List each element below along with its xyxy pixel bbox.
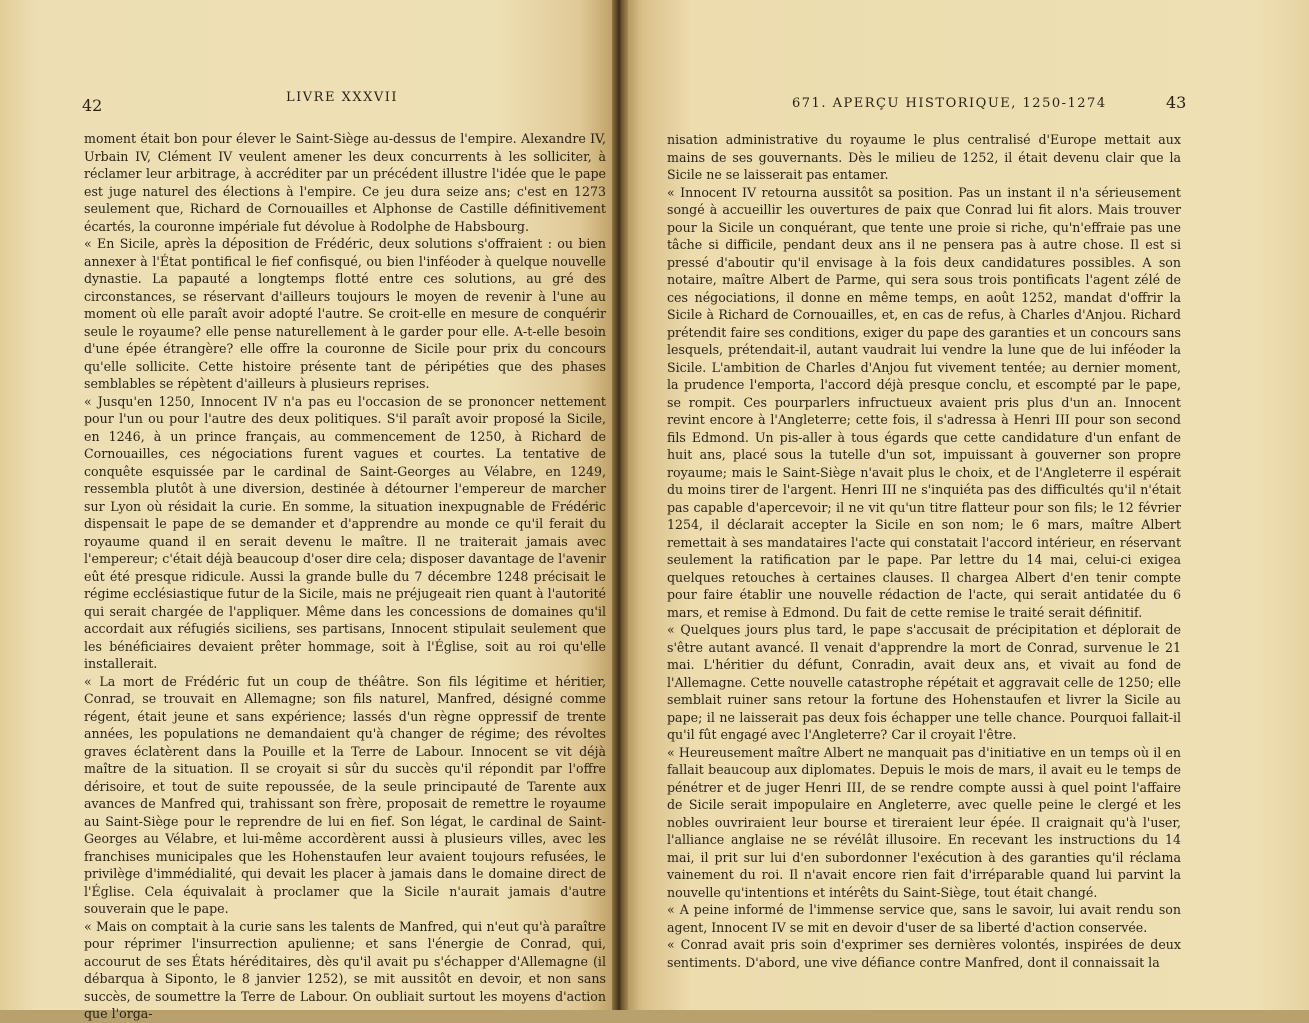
- paragraph: « La mort de Frédéric fut un coup de théâtre. Son fils légitime et héritier, Conrad, se trouvait en Allemagne; son fils naturel, Manfred, désigné comme régent, était jeune et sans expérience; lassés d'un règne oppressif de trente années, les populations ne demandaient qu'à changer de régime; des révoltes graves éclatèrent dans la Pouille et la Terre de Labour. Innocent se vit déjà maître de la situation. Il se croyait si sûr du succès qu'il répondit par l'offre dérisoire, et tout de suite repoussée, de la seule principauté de Tarente aux avances de Manfred qui, trahissant son frère, proposait de remettre le royaume au Saint-Siège pour le reprendre de lui en fief. Son légat, le cardinal de Saint-Georges au Vélabre, et lui-même accordèrent aussi à plusieurs villes, avec les franchises municipales que les Hohenstaufen leur avaient toujours refusées, le privilège d'immédialité, qui devait les placer à jamais dans le domaine direct de l'Église. Cela équivalait à proclamer que la Sicile n'aurait jamais d'autre souverain que le pape.: [84, 673, 606, 916]
- paragraph: nisation administrative du royaume le plus centralisé d'Europe mettait aux mains de ses gouvernants. Dès le milieu de 1252, il était devenu clair que la Sicile ne se laisserait pas entamer.: [667, 132, 1181, 182]
- paragraph: « A peine informé de l'immense service que, sans le savoir, lui avait rendu son agent, Innocent IV se mit en devoir d'user de sa liberté d'action conservée.: [667, 902, 1181, 935]
- paragraph: « En Sicile, après la déposition de Frédéric, deux solutions s'offraient : ou bien annexer à l'État pontifical le fief confisqué, ou bien l'inféoder à quelque nouvelle dynastie. La papauté a longtemps flotté entre ces solutions, au gré des circonstances, se réservant d'ailleurs toujours le moyen de revenir à l'une au moment où elle paraît avoir adopté l'autre. Se croit-elle en mesure de conquérir seule le royaume? elle pense naturellement à le garder pour elle. A-t-elle besoin d'une épée étrangère? elle offre la couronne de Sicile pour prix du concours qu'elle sollicite. Cette histoire présente tant de péripéties que des phases semblables se répètent d'ailleurs à plusieurs reprises.: [84, 236, 606, 391]
- right-page: [622, 0, 1309, 1010]
- right-page-text: [667, 131, 1181, 971]
- left-page-text: [84, 130, 606, 1023]
- page-number-left: 42: [82, 96, 103, 115]
- paragraph: « Quelques jours plus tard, le pape s'accusait de précipitation et déplorait de s'être autant avancé. Il venait d'apprendre la mort de Conrad, survenue le 21 mai. L'héritier du défunt, Conradin, avait deux ans, et vivait au fond de l'Allemagne. Cette nouvelle catastrophe répétait et aggravait celle de 1250; elle semblait ruiner sans retour la fortune des Hohenstaufen et livrer la Sicile au pape; il ne laisserait pas deux fois échapper une telle chance. Pourquoi fallait-il qu'il fût engagé avec l'Angleterre? Car il croyait l'être.: [667, 622, 1181, 742]
- page-number-right: 43: [1166, 93, 1187, 112]
- running-head-left: LIVRE XXXVII: [286, 90, 398, 105]
- running-head-right: 671. APERÇU HISTORIQUE, 1250-1274: [792, 96, 1107, 111]
- paragraph: « Mais on comptait à la curie sans les talents de Manfred, qui n'eut qu'à paraître pour réprimer l'insurrection apulienne; et sans l'énergie de Conrad, qui, accourut de ses États héréditaires, dès qu'il avait pu s'échapper d'Allemagne (il débarqua à Siponto, le 8 janvier 1252), se mit aussitôt en devoir, et non sans succès, de soumettre la Terre de Labour. On oubliait surtout les moyens d'action que l'orga-: [84, 918, 606, 1021]
- paragraph: « Innocent IV retourna aussitôt sa position. Pas un instant il n'a sérieusement songé à accueillir les ouvertures de paix que Conrad lui fit alors. Mais trouver pour la Sicile un conquérant, que tente une proie si riche, qu'n'effraie pas une tâche si difficile, pendant deux ans il ne pensera pas à autre chose. Il est si pressé d'aboutir qu'il envisage à la fois deux candidatures possibles. A son notaire, maître Albert de Parme, qui sera sous trois pontificats l'agent zélé de ces négociations, il donne en même temps, en août 1252, mandat d'offrir la Sicile à Richard de Cornouailles, et, en cas de refus, à Charles d'Anjou. Richard prétendit faire ses conditions, exiger du pape des garanties et un concours sans lesquels, prétendait-il, autant vaudrait lui vendre la lune que de lui inféoder la Sicile. L'ambition de Charles d'Anjou fut vivement tentée; au dernier moment, la prudence l'emporta, l'accord déjà presque conclu, et escompté par le pape, se rompit. Ces pourparlers infructueux avaient pris plus d'un an. Innocent revint encore à l'Angleterre; cette fois, il s'adressa à Henri III pour son second fils Edmond. Un pis-aller à tous égards que cette candidature d'un enfant de huit ans, placé sous la tutelle d'un sot, impuissant à gouverner son propre royaume; mais le Saint-Siège n'avait plus le choix, et de l'Angleterre il espérait du moins tirer de l'argent. Henri III ne s'inquiéta pas des difficultés qu'il n'était pas capable d'apercevoir; il ne vit qu'un titre flatteur pour son fils; le 12 février 1254, il déclarait accepter la Sicile en son nom; le 6 mars, maître Albert remettait à ses mandataires l'acte qui constatait l'accord intérieur, en réservant seulement la ratification par le pape. Par lettre du 14 mai, celui-ci exigea quelques retouches à certaines clauses. Il chargea Albert d'en tenir compte pour faire établir une nouvelle rédaction de l'acte, qui serait antidatée du 6 mars, et remise à Edmond. Du fait de cette remise le traité serait définitif.: [667, 184, 1181, 620]
- paragraph: moment était bon pour élever le Saint-Siège au-dessus de l'empire. Alexandre IV, Urbain IV, Clément IV veulent amener les deux concurrents à les solliciter, à réclamer leur arbitrage, à accréditer par un précédent illustre l'idée que le pape est juge naturel des élections à l'empire. Ce jeu dura seize ans; c'est en 1273 seulement que, Richard de Cornouailles et Alphonse de Castille définitivement écartés, la couronne impériale fut dévolue à Rodolphe de Habsbourg.: [84, 131, 606, 234]
- paragraph: « Heureusement maître Albert ne manquait pas d'initiative en un temps où il en fallait beaucoup aux diplomates. Depuis le mois de mars, il avait eu le temps de pénétrer et de juger Henri III, de se rendre compte aussi à quel point l'affaire de Sicile serait impopulaire en Angleterre, avec quelle peine le clergé et les nobles ouvriraient leur bourse et tireraient leur épée. Il craignait qu'à l'user, l'alliance anglaise ne se révélât illusoire. En recevant les instructions du 14 mai, il prit sur lui d'en subordonner l'exécution à des garanties qu'il réclama vainement du roi. Il n'avait encore rien fait d'irréparable quand lui parvint la nouvelle qu'intentions et intérêts du Saint-Siège, tout était changé.: [667, 744, 1181, 900]
- book-gutter: [612, 0, 628, 1010]
- paragraph: « Conrad avait pris soin d'exprimer ses dernières volontés, inspirées de deux sentiments. D'abord, une vive défiance contre Manfred, dont il connaissait la: [667, 937, 1181, 970]
- left-page: [0, 0, 618, 1021]
- paragraph: « Jusqu'en 1250, Innocent IV n'a pas eu l'occasion de se prononcer nettement pour l'un ou pour l'autre des deux politiques. S'il paraît avoir proposé la Sicile, en 1246, à un prince français, au commencement de 1250, à Richard de Cornouailles, ces négociations furent vagues et courtes. La tentative de conquête esquissée par le cardinal de Saint-Georges au Vélabre, en 1249, ressembla plutôt à une diversion, destinée à détourner l'empereur de marcher sur Lyon où résidait la curie. En somme, la situation inexpugnable de Frédéric dispensait le pape de se demander et d'apprendre au monde ce qu'il ferait du royaume quand il en serait devenu le maître. Il ne traiterait jamais avec l'empereur; c'était déjà beaucoup d'oser dire cela; disposer davantage de l'avenir eût été presque ridicule. Aussi la grande bulle du 7 décembre 1248 précisait le régime ecclésiastique futur de la Sicile, mais ne préjugeait rien quant à l'autorité qui serait chargée de l'appliquer. Même dans les concessions de domaines qu'il accordait aux réfugiés siciliens, ses partisans, Innocent stipulait seulement que les bénéficiaires devaient prêter hommage, soit à l'Église, soit au roi qu'elle installerait.: [84, 393, 606, 671]
